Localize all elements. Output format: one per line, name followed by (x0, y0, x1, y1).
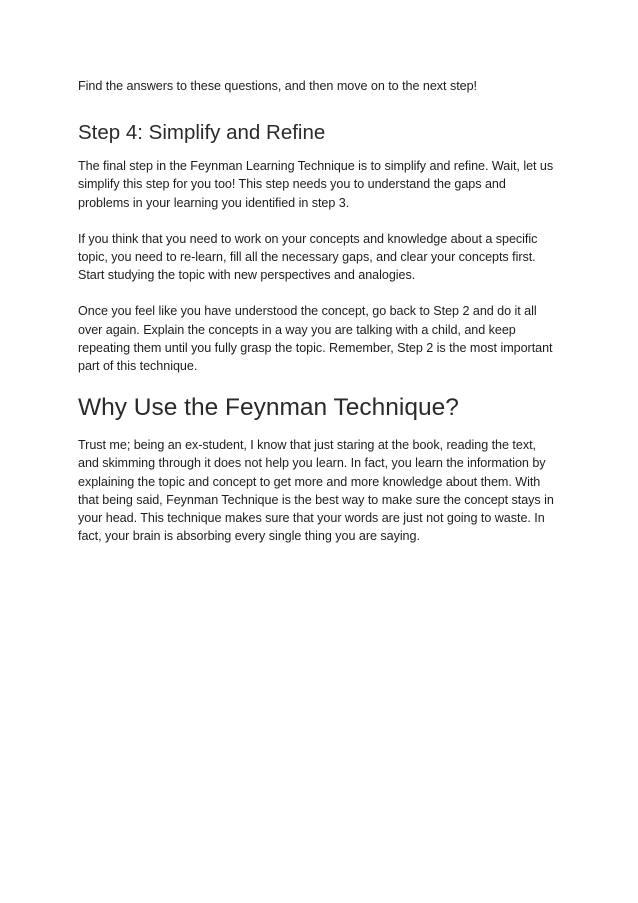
why-heading: Why Use the Feynman Technique? (78, 394, 459, 422)
step4-paragraph-2: If you think that you need to work on your concepts and knowledge about a specific topic, you need to re-learn, fill all the necessary gaps, and clear your concepts first. Start studying the topic with new perspectives and analogies. (78, 231, 538, 283)
step4-paragraph-1: The final step in the Feynman Learning Technique is to simplify and refine. Wait, let us simplify this step for you too! This step needs you to understand the gaps and problems in your learning you identified in step 3. (78, 159, 554, 210)
intro-paragraph: Find the answers to these questions, and then move on to the next step! (78, 79, 478, 93)
document-body (78, 77, 560, 563)
step4-paragraph-3: Once you feel like you have understood the concept, go back to Step 2 and do it all over again. Explain the concepts in a way you are talking with a child, and keep repeating them until you fully grasp the topic. Remember, Step 2 is the most important part of this technique. (78, 304, 553, 374)
step4-heading: Step 4: Simplify and Refine (78, 121, 326, 145)
why-paragraph-1: Trust me; being an ex-student, I know that just staring at the book, reading the text, and skimming through it does not help you learn. In fact, you learn the information by explaining the topic and concept to get more and more knowledge about them. With that being said, Feynman Technique is the best way to make sure the concept stays in your head. This technique makes sure that your words are just not going to waste. In fact, your brain is absorbing every single thing you are saying. (78, 438, 554, 544)
